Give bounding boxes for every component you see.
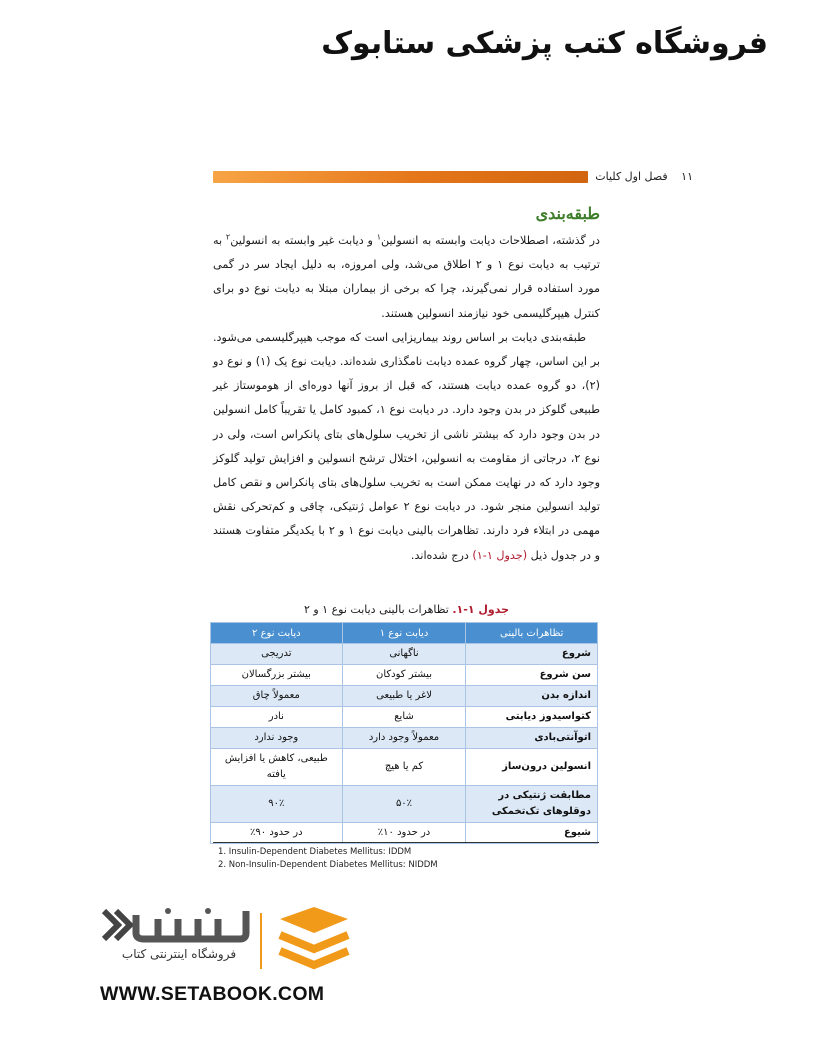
type1-cell: ۵۰٪ [342,786,466,823]
table-row [211,823,598,844]
clinical-features-table [210,622,598,844]
table-row [211,786,598,823]
table-row [211,728,598,749]
feature-cell: شیوع [466,823,598,844]
footnote-2: 2. Non-Insulin-Dependent Diabetes Mellitus: NIDDM [218,860,438,870]
table-header-row [211,623,598,644]
type1-cell: ناگهانی [342,644,466,665]
table-caption-text: تظاهرات بالینی دیابت نوع ۱ و ۲ [303,603,453,616]
type1-cell: بیشتر کودکان [342,665,466,686]
section-heading: طبقه‌بندی [535,204,600,223]
footnote-ref-2[interactable]: ۲ [225,232,231,242]
type2-cell: طبیعی، کاهش یا افزایش یافته [211,749,343,786]
feature-cell: سن شروع [466,665,598,686]
footnotes [218,846,438,872]
type2-cell: ۹۰٪ [211,786,343,823]
type1-cell: شایع [342,707,466,728]
type2-cell: بیشتر بزرگسالان [211,665,343,686]
store-banner-title: فروشگاه کتب پزشکی ستابوک [321,26,768,61]
stacked-books-icon [276,905,352,975]
header-type1: دیابت نوع ۱ [342,623,466,644]
table-caption [213,603,600,616]
feature-cell: شروع [466,644,598,665]
setabook-wordmark-logo [100,905,250,949]
main-content [213,204,600,568]
type1-cell: معمولاً وجود دارد [342,728,466,749]
paragraph-2: طبقه‌بندی دیابت بر اساس روند بیماریزایی است که موجب هیپرگلیسمی می‌شود. بر این اساس، چهار گروه عمده دیابت نامگذاری شده‌اند. دیابت نوع یک (۱) و نوع دو (۲)، دو گروه عمده دیابت هستند، که قبل از بروز آنها دوره‌ای از هوموستاز غیر طبیعی گلوکز در بدن وجود دارد. در دیابت نوع ۱، کمبود کامل یا تقریباً کامل انسولین در بدن وجود دارد که بیشتر ناشی از تخریب سلول‌های بتای پانکراس است، ولی در نوع ۲، درجاتی از مقاومت به انسولین، اختلال ترشح انسولین و افزایش تولید گلوکز وجود دارد که در نهایت ممکن است به تخریب سلول‌های بتای پانکراس و نقص کامل تولید انسولین منجر شود. در دیابت نوع ۲ عوامل ژنتیکی، چاقی و کم‌تحرکی نقش مهمی در ابتلاء فرد دارند. تظاهرات بالینی دیابت نوع ۱ و ۲ با یکدیگر متفاوت هستند و در جدول ذیل (جدول ۱-۱) درج شده‌اند. [213,330,601,562]
header-feature: تظاهرات بالینی [466,623,598,644]
feature-cell: مطابقت ژنتیکی در دوقلوهای تک‌تخمکی [466,786,598,823]
table-reference-link[interactable]: (جدول ۱-۱) [472,548,528,562]
paragraph-1: در گذشته، اصطلاحات دیابت وابسته به انسولین$^۱$ و دیابت غیر وابسته به انسولین$^۲$ به ترتیب به دیابت نوع ۱ و ۲ اطلاق می‌شد، ولی امروزه، به دلیل ایجاد سر در گمی مورد استفاده قرار نمی‌گیرند، چرا که برخی از بیماران مبتلا به دیابت نوع دو برای کنترل هیپرگلیسمی خود نیازمند انسولین هستند. [213,232,601,320]
table-row [211,665,598,686]
footnote-divider [213,842,599,843]
table-row [211,686,598,707]
type1-cell: لاغر یا طبیعی [342,686,466,707]
type2-cell: وجود ندارد [211,728,343,749]
footnote-ref-1[interactable]: ۱ [376,232,382,242]
feature-cell: کتواسیدوز دیابتی [466,707,598,728]
chapter-title: فصل اول کلیات [595,170,668,183]
feature-cell: اندازه بدن [466,686,598,707]
header-accent-bar [213,171,588,183]
table-row [211,707,598,728]
type2-cell: در حدود ۹۰٪ [211,823,343,844]
type2-cell: نادر [211,707,343,728]
type1-cell: در حدود ۱۰٪ [342,823,466,844]
type1-cell: کم یا هیچ [342,749,466,786]
header-type2: دیابت نوع ۲ [211,623,343,644]
type2-cell: معمولاً چاق [211,686,343,707]
type2-cell: تدریجی [211,644,343,665]
feature-cell: اتوآنتی‌بادی [466,728,598,749]
feature-cell: انسولین درون‌ساز [466,749,598,786]
table-caption-label: جدول ۱-۱. [452,603,510,616]
website-url[interactable]: WWW.SETABOOK.COM [100,983,325,1005]
logo-tagline: فروشگاه اینترنتی کتاب [121,947,237,961]
page-number: ۱۱ [681,170,693,183]
running-head [213,168,693,188]
footnote-1: 1. Insulin-Dependent Diabetes Mellitus: IDDM [218,847,412,857]
table-row [211,644,598,665]
setabook-logo[interactable] [100,905,360,1015]
logo-separator [260,913,262,969]
table-row [211,749,598,786]
